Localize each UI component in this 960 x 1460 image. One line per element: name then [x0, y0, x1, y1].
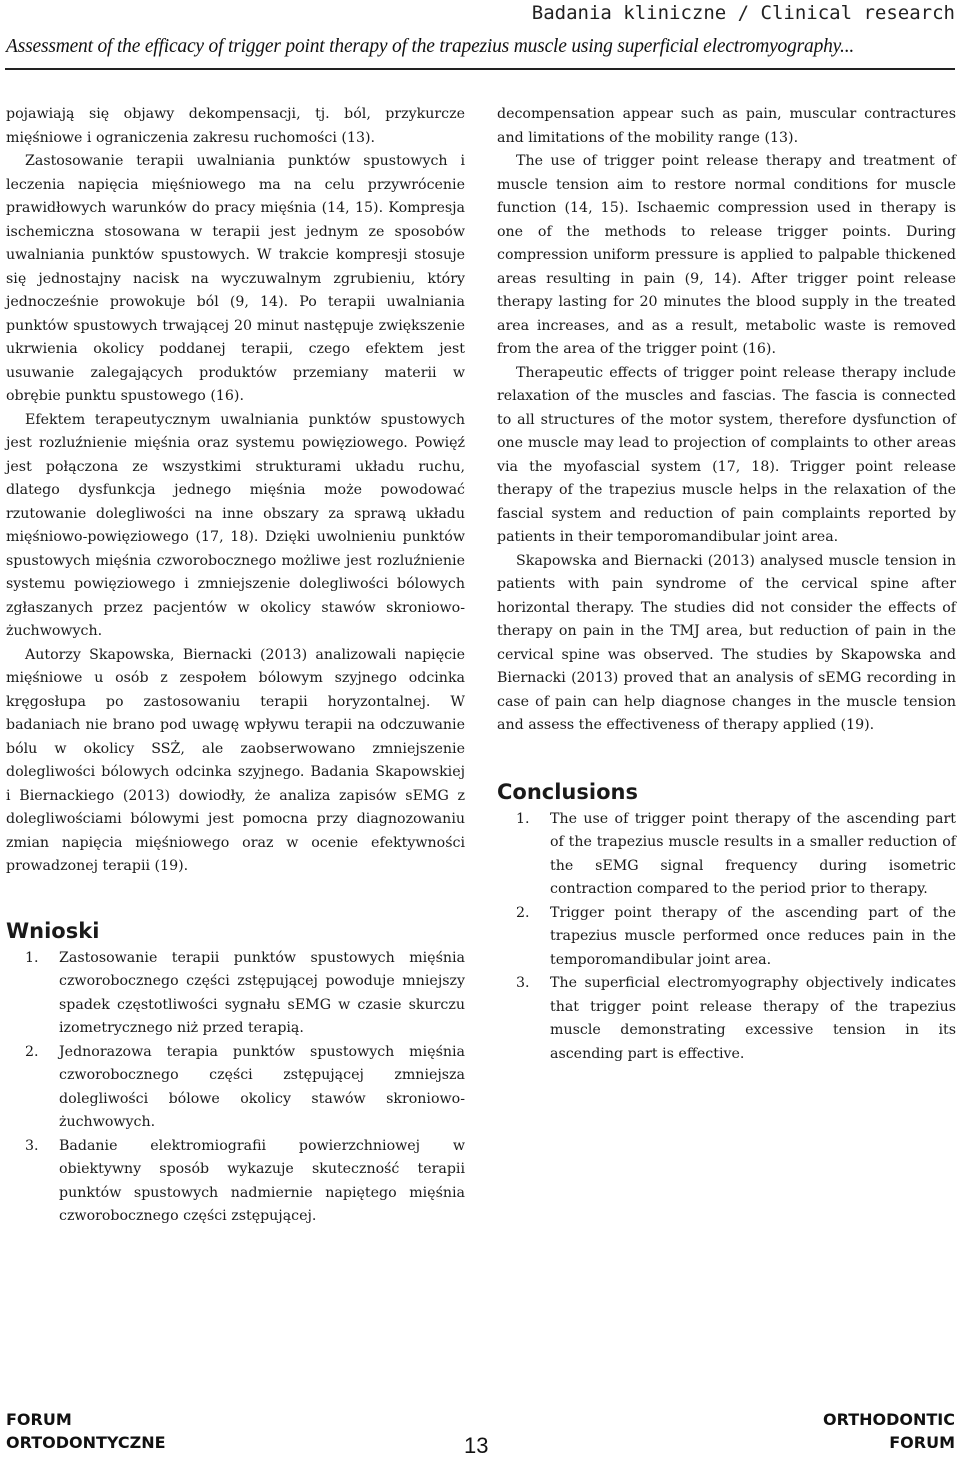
list-item [497, 972, 956, 1066]
item-text: Badanie elektromiografii powierzchniowej w obiektywny sposób wykazuje skuteczność terapii punktów spustowych nadmiernie napiętego mięśnia czworobocznego części zstępującej. [59, 1137, 465, 1224]
item-number: 3. [25, 1137, 39, 1154]
body-paragraph: Skapowska and Biernacki (2013) analysed muscle tension in patients with pain syndrome of the cervical spine after horizontal therapy. The studies did not consider the effects of therapy on pain in the TMJ area, but reduction of pain in the cervical spine was observed. The studies by Skapowska and Biernacki (2013) proved that an analysis of sEMG recording in case of pain can help diagnose changes in the muscle tension and assess the effectiveness of therapy applied (19). [497, 552, 956, 733]
item-text: Trigger point therapy of the ascending part of the trapezius muscle performed once reduces pain in the temporomandibular joint area. [550, 904, 956, 968]
body-paragraph: pojawiają się objawy dekompensacji, tj. ból, przykurcze mięśniowe i ograniczenia zakresu ruchomości (13). [6, 106, 465, 146]
polish-column [6, 103, 465, 1229]
item-text: The use of trigger point therapy of the ascending part of the trapezius muscle results in a smaller reduction of the sEMG signal frequency during isometric contraction compared to the period prior to therapy. [550, 810, 956, 897]
list-item [497, 808, 956, 902]
footer-line: ORTODONTYCZNE [6, 1433, 166, 1452]
item-number: 1. [25, 949, 39, 966]
footer-journal-polish [6, 1408, 166, 1454]
section-label: Badania kliniczne / Clinical research [531, 2, 955, 24]
item-number: 3. [516, 975, 530, 991]
header-rule [5, 68, 955, 70]
body-paragraph: The use of trigger point release therapy and treatment of muscle tension aim to restore normal conditions for muscle function (14, 15). Ischaemic compression used in therapy is one of the methods to release trigger points. During compression uniform pressure is applied to palpable thickened areas resulting in pain (9, 14). After trigger point release therapy lasting for 20 minutes the blood supply in the treated area increases, and as a result, metabolic waste is removed from the area of the trigger point (16). [497, 153, 956, 357]
body-paragraph: decompensation appear such as pain, muscular contractures and limitations of the mobility range (13). [497, 106, 956, 146]
conclusions-list [6, 947, 465, 1229]
conclusions-list [497, 808, 956, 1067]
body-paragraph: Efektem terapeutycznym uwalniania punktów spustowych jest rozluźnienie mięśnia oraz systemu powięziowego. Powięź jest połączona ze wszystkimi strukturami układu ruchu, dlatego dysfunkcja jednego mięśnia może powodować rzutowanie dolegliwości na inne obszary za sprawą układu mięśniowo-powięziowego (17, 18). Dzięki uwolnieniu punktów spustowych mięśnia czworobocznego możliwe jest rozluźnienie systemu powięziowego i zmniejszenie dolegliwości bólowych zgłaszanych przez pacjentów w okolicy stawów skroniowo-żuchwowych. [6, 411, 465, 639]
list-item [6, 1041, 465, 1135]
item-text: Zastosowanie terapii punktów spustowych mięśnia czworobocznego części zstępującej powoduje mniejszy spadek częstotliwości sygnału sEMG w czasie skurczu izometrycznego niż przed terapią. [59, 949, 465, 1036]
item-text: The superficial electromyography objectively indicates that trigger point release therapy of the trapezius muscle demonstrating excessive tension in its ascending part is effective. [550, 975, 956, 1062]
body-paragraph: Zastosowanie terapii uwalniania punktów spustowych i leczenia napięcia mięśniowego ma na celu przywrócenie prawidłowych warunków do pracy mięśnia (14, 15). Kompresja ischemiczna stosowana w terapii jest jednym ze sposobów uwalniania punktów spustowych. W trakcie kompresji stosuje się jednostajny nacisk na wyczuwalnym zgrubieniu, który jednocześnie prowokuje ból (9, 14). Po terapii uwalniania punktów spustowych trwającej 20 minut następuje zwiększenie ukrwienia okolicy poddanej terapii, czego efektem jest usuwanie zalegających produktów przemiany materii w obrębie punktu spustowego (16). [6, 153, 465, 404]
footer-line: FORUM [6, 1410, 72, 1429]
list-item [6, 947, 465, 1041]
footer-line: FORUM [889, 1433, 955, 1452]
list-item [497, 902, 956, 973]
body-paragraph: Autorzy Skapowska, Biernacki (2013) analizowali napięcie mięśniowe u osób z zespołem bólowym szyjnego odcinka kręgosłupa po zastosowaniu terapii horyzontalnej. W badaniach nie brano pod uwagę wpływu terapii na odczuwanie bólu w okolicy SSŻ, ale zaobserwowano zmniejszenie dolegliwości bólowych odcinka szyjnego. Badania Skapowskiej i Biernackiego (2013) dowiodły, że analiza zapisów sEMG z dolegliwościami bólowymi jest pomocna przy diagnozowaniu zmian napięcia mięśniowego oraz w ocenie efektywności prowadzonej terapii (19). [6, 646, 465, 874]
running-title: Assessment of the efficacy of trigger point therapy of the trapezius muscle using superficial electromyography... [6, 36, 855, 57]
section-heading: Wnioski [6, 918, 100, 943]
item-number: 1. [516, 810, 530, 827]
footer-line: ORTHODONTIC [823, 1410, 955, 1429]
footer-journal-english [823, 1408, 955, 1454]
item-number: 2. [516, 904, 530, 921]
body-paragraph: Therapeutic effects of trigger point release therapy include relaxation of the muscles and fascias. The fascia is connected to all structures of the motor system, therefore dysfunction of one muscle may lead to projection of complaints to other areas via the myofascial system (17, 18). Trigger point release therapy of the trapezius muscle helps in the relaxation of the fascial system and reduction of pain complaints reported by patients in their temporomandibular joint area. [497, 364, 956, 545]
page-number: 13 [464, 1433, 489, 1458]
item-text: Jednorazowa terapia punktów spustowych mięśnia czworobocznego części zstępującej zmniejsza dolegliwości bólowe okolicy stawów skroniowo-żuchwowych. [59, 1043, 465, 1130]
list-item [6, 1135, 465, 1229]
section-heading: Conclusions [497, 779, 638, 804]
english-column [497, 103, 956, 1066]
item-number: 2. [25, 1043, 39, 1060]
